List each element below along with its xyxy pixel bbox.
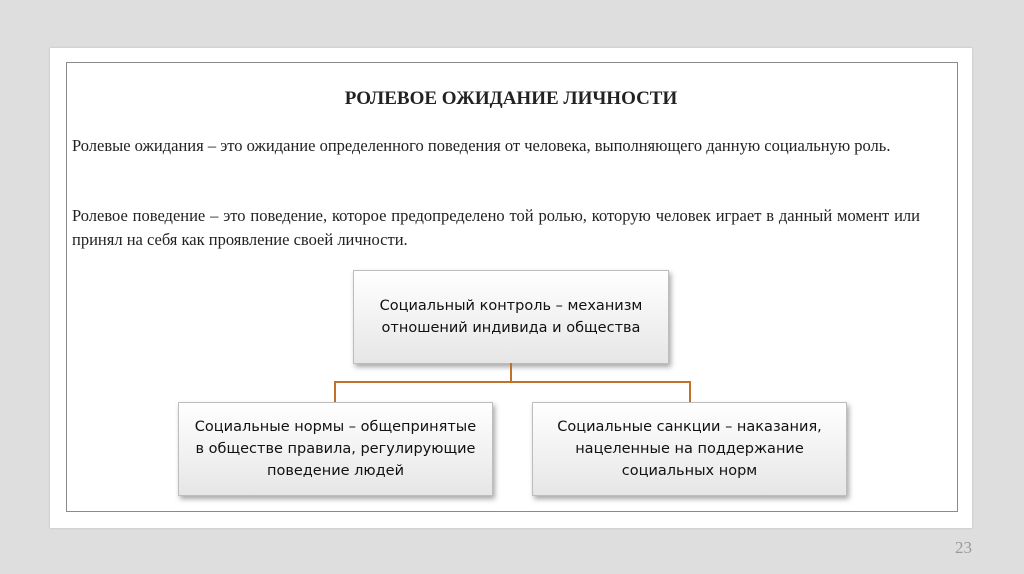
slide — [50, 48, 972, 528]
diagram-child-norms-box: Социальные нормы – общепринятые в обществе правила, регулирующие поведение людей — [178, 402, 493, 496]
diagram-root-box: Социальный контроль – механизм отношений индивида и общества — [353, 270, 669, 364]
diagram-child-sanctions-box: Социальные санкции – наказания, нацеленные на поддержание социальных норм — [532, 402, 847, 496]
connector-right — [689, 381, 691, 402]
connector-left — [334, 381, 336, 402]
paragraph-role-expectations: Ролевые ожидания – это ожидание определенного поведения от человека, выполняющего данную социальную роль. — [72, 136, 891, 155]
slide-title: РОЛЕВОЕ ОЖИДАНИЕ ЛИЧНОСТИ — [344, 88, 678, 109]
page-number: 23 — [955, 538, 972, 557]
connector-root — [510, 363, 512, 383]
connector-horizontal — [334, 381, 691, 383]
paragraph-role-behavior: Ролевое поведение – это поведение, которое предопределено той ролью, которую человек играет в данный момент или принял на себя как проявление своей личности. — [72, 206, 920, 249]
